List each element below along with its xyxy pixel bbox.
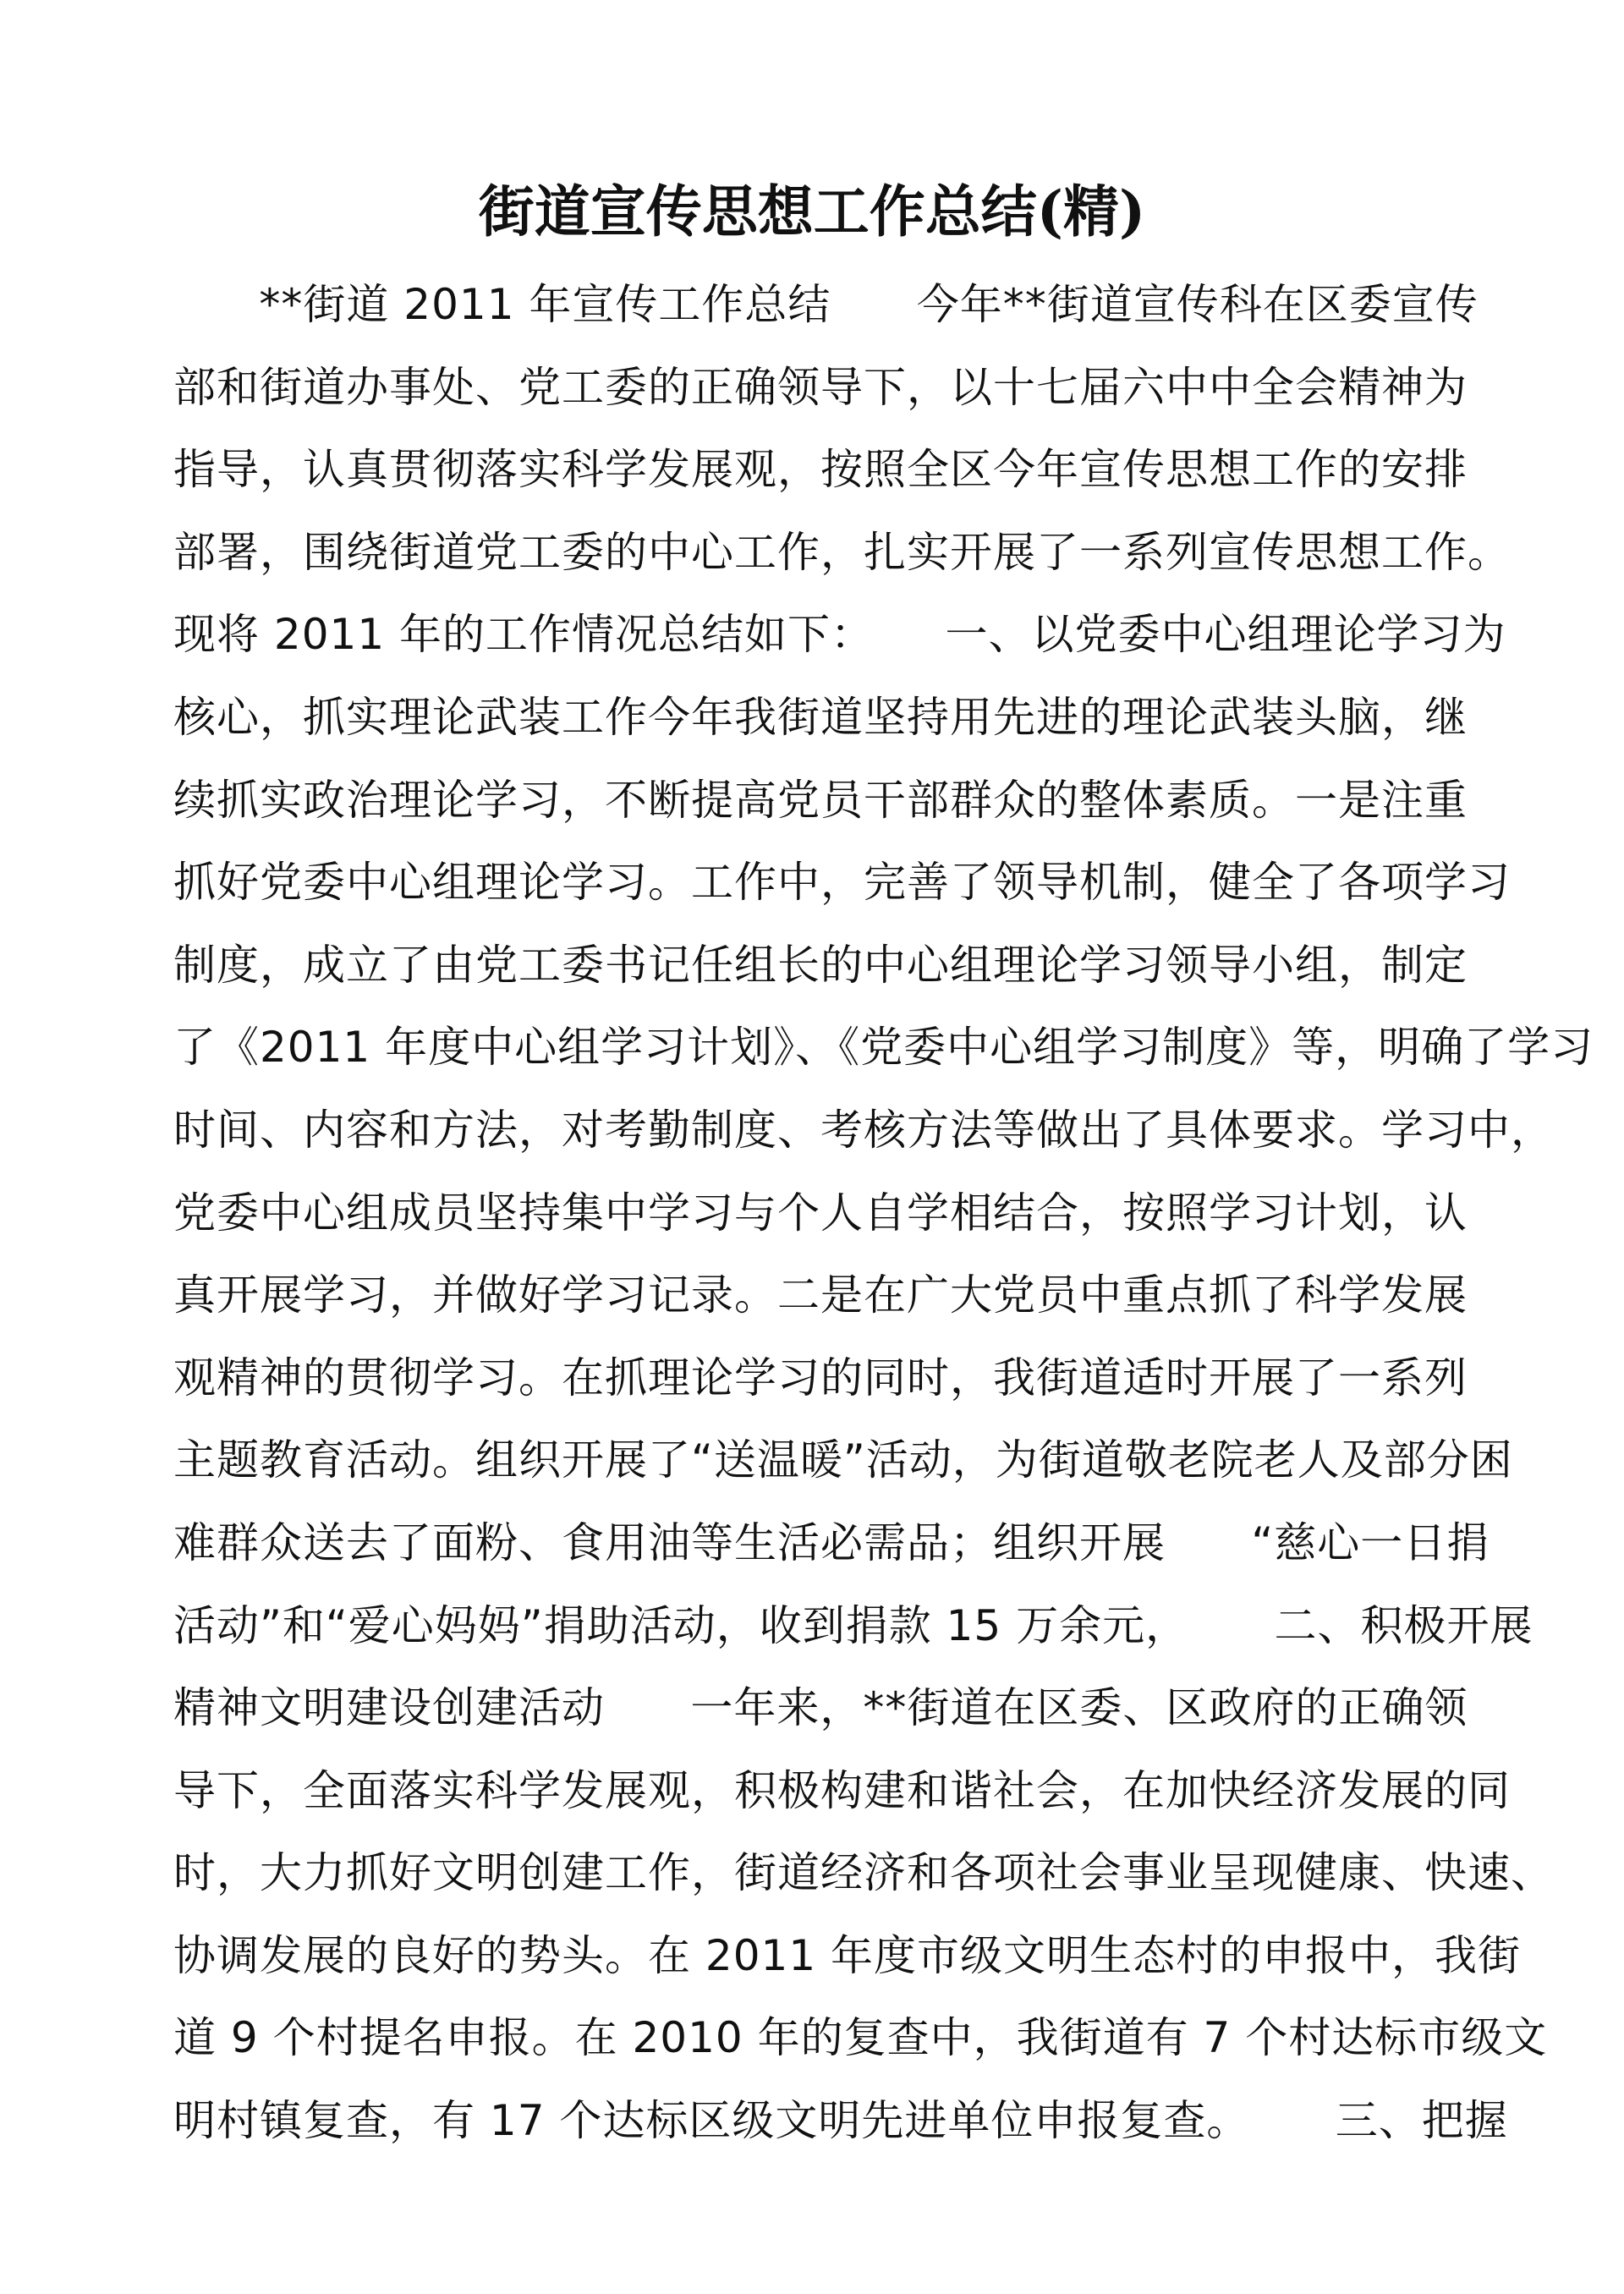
body-line: 指导，认真贯彻落实科学发展观，按照全区今年宣传思想工作的安排: [173, 445, 1468, 495]
body-line: 观精神的贯彻学习。在抓理论学习的同时，我街道适时开展了一系列: [173, 1353, 1468, 1402]
body-line: 制度，成立了由党工委书记任组长的中心组理论学习领导小组，制定: [173, 940, 1468, 990]
body-line: 时，大力抓好文明创建工作，街道经济和各项社会事业呈现健康、快速、: [173, 1848, 1554, 1898]
body-line: 导下，全面落实科学发展观，积极构建和谐社会，在加快经济发展的同: [173, 1765, 1511, 1815]
body-line: 真开展学习，并做好学习记录。二是在广大党员中重点抓了科学发展: [173, 1270, 1468, 1320]
body-line: 续抓实政治理论学习，不断提高党员干部群众的整体素质。一是注重: [173, 775, 1468, 825]
body-line: 难群众送去了面粉、食用油等生活必需品；组织开展 “慈心一日捐: [173, 1517, 1490, 1567]
body-line: 协调发展的良好的势头。在 2011 年度市级文明生态村的申报中，我街: [173, 1930, 1522, 1980]
body-line: 了《2011 年度中心组学习计划》、《党委中心组学习制度》等，明确了学习: [173, 1023, 1594, 1073]
body-line: 精神文明建设创建活动 一年来，**街道在区委、区政府的正确领: [173, 1683, 1468, 1733]
body-line: 党委中心组成员坚持集中学习与个人自学相结合，按照学习计划，认: [173, 1188, 1468, 1238]
body-line: 现将 2011 年的工作情况总结如下： 一、以党委中心组理论学习为: [173, 610, 1506, 660]
body-line: 时间、内容和方法，对考勤制度、考核方法等做出了具体要求。学习中，: [173, 1105, 1554, 1155]
body-line: 主题教育活动。组织开展了“送温暖”活动，为街道敬老院老人及部分困: [173, 1435, 1513, 1485]
body-line: 道 9 个村提名申报。在 2010 年的复查中，我街道有 7 个村达标市级文: [173, 2013, 1548, 2063]
body-line: 核心，抓实理论武装工作今年我街道坚持用先进的理论武装头脑，继: [173, 692, 1468, 742]
document-title: 街道宣传思想工作总结(精): [478, 178, 1146, 244]
body-line: 活动”和“爱心妈妈”捐助活动，收到捐款 15 万余元， 二、积极开展: [173, 1600, 1533, 1650]
body-line: 部署，围绕街道党工委的中心工作，扎实开展了一系列宣传思想工作。: [173, 527, 1511, 577]
body-line: 明村镇复查，有 17 个达标区级文明先进单位申报复查。 三、把握: [173, 2096, 1508, 2146]
document-body: [173, 264, 1594, 2163]
body-line: 部和街道办事处、党工委的正确领导下，以十七届六中中全会精神为: [173, 362, 1468, 412]
body-line: **街道 2011 年宣传工作总结 今年**街道宣传科在区委宣传: [173, 280, 1479, 329]
body-line: 抓好党委中心组理论学习。工作中，完善了领导机制，健全了各项学习: [173, 858, 1511, 908]
